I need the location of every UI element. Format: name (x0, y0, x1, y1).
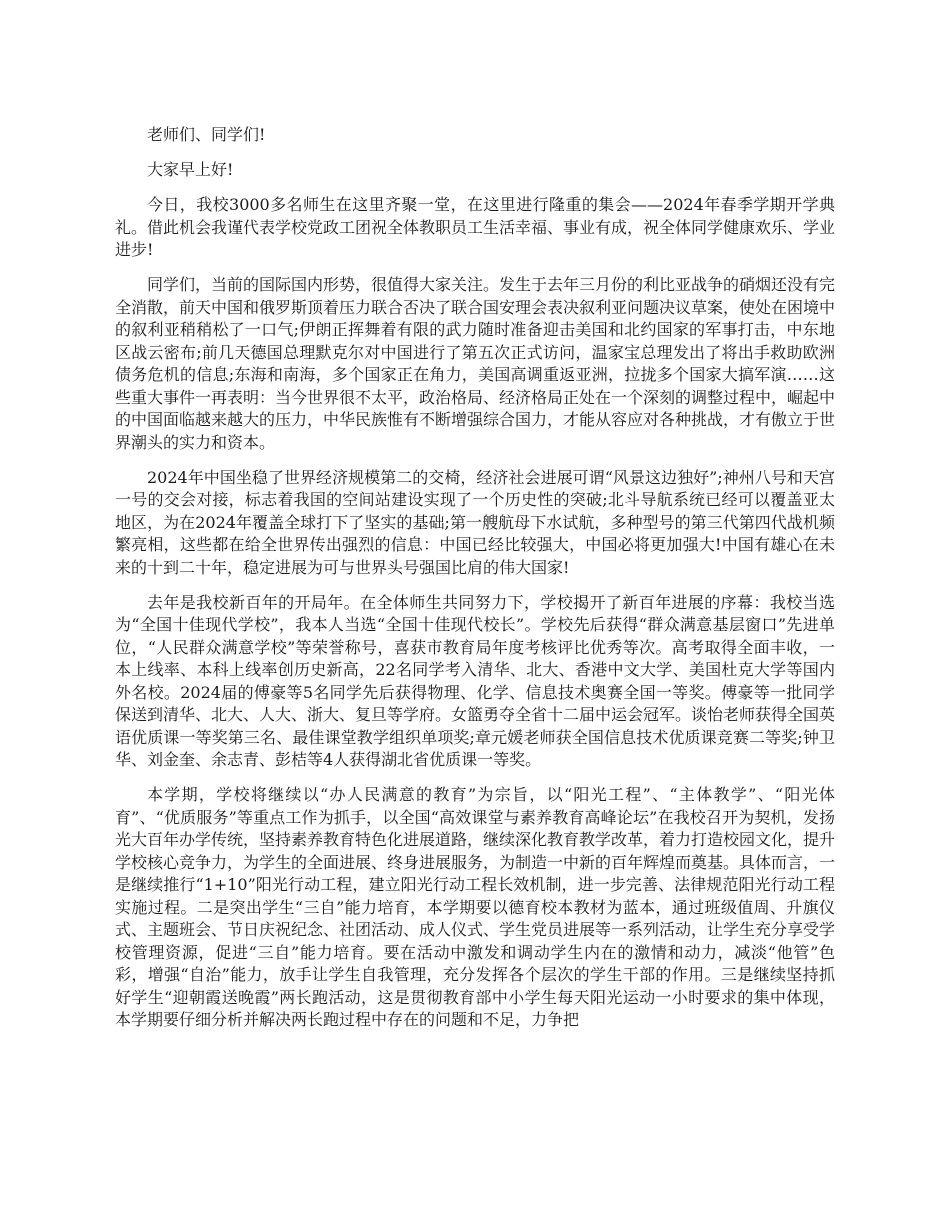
paragraph-international-situation: 同学们，当前的国际国内形势，很值得大家关注。发生于去年三月份的利比亚战争的硝烟还没有完全消散，前天中国和俄罗斯顶着压力联合否决了联合国安理会表决叙利亚问题决议草案，使处在困境中的叙利亚稍稍松了一口气;伊朗正挥舞着有限的武力随时准备迎击美国和北约国家的军事打击，中东地区战云密布;前几天德国总理默克尔对中国进行了第五次正式访问，温家宝总理发出了将出手救助欧洲债务危机的信息;东海和南海，多个国家正在角力，美国高调重返亚洲，拉拢多个国家大搞军演……这些重大事件一再表明：当今世界很不太平，政治格局、经济格局正处在一个深刻的调整过程中，崛起中的中国面临越来越大的压力，中华民族惟有不断增强综合国力，才能从容应对各种挑战，才有傲立于世界潮头的实力和资本。 (115, 275, 836, 452)
greeting-teachers-students: 老师们、同学们! (147, 125, 266, 144)
paragraph-china-achievements: 2024年中国坐稳了世界经济规模第二的交椅，经济社会进展可谓“风景这边独好”;神州八号和天宫一号的交会对接，标志着我国的空间站建设实现了一个历史性的突破;北斗导航系统已经可以覆盖亚太地区，为在2024年覆盖全球打下了坚实的基础;第一艘航母下水试航，多种型号的第三代第四代战机频繁亮相，这些都在给全世界传出强烈的信息：中国已经比较强大，中国必将更加强大!中国有雄心在未来的十到二十年，稳定进展为可与世界头号强国比肩的伟大国家! (115, 467, 835, 577)
paragraph-opening-ceremony: 今日，我校3000多名师生在这里齐聚一堂，在这里进行隆重的集会——2024年春季学期开学典礼。借此机会我谨代表学校党政工团祝全体教职员工生活幸福、事业有成，祝全体同学健康欢乐、学业进步! (115, 195, 836, 259)
greeting-good-morning: 大家早上好! (147, 160, 234, 179)
paragraph-school-achievements: 去年是我校新百年的开局年。在全体师生共同努力下，学校揭开了新百年进展的序幕：我校当选为“全国十佳现代学校”，我本人当选“全国十佳现代校长”。学校先后获得“群众满意基层窗口”先进单位，“人民群众满意学校”等荣誉称号，喜获市教育局年度考核评比优秀等次。高考取得全面丰收，一本上线率、本科上线率创历史新高，22名同学考入清华、北大、香港中文大学、美国杜克大学等国内外名校。2024届的傅豪等5名同学先后获得物理、化学、信息技术奥赛全国一等奖。傅豪等一批同学保送到清华、北大、人大、浙大、复旦等学府。女篮勇夺全省十二届中运会冠军。谈怡老师获得全国英语优质课一等奖第三名、最佳课堂教学组织单项奖;章元媛老师获全国信息技术优质课竞赛二等奖;钟卫华、刘金奎、余志青、彭桔等4人获得湖北省优质课一等奖。 (115, 592, 836, 769)
paragraph-semester-plans: 本学期，学校将继续以“办人民满意的教育”为宗旨，以“阳光工程”、“主体教学”、“阳光体育”、“优质服务”等重点工作为抓手，以全国“高效课堂与素养教育高峰论坛”在我校召开为契机，发扬光大百年办学传统，坚持素养教育特色化进展道路，继续深化教育教学改革，着力打造校园文化，提升学校核心竞争力，为学生的全面进展、终身进展服务，为制造一中新的百年辉煌而奠基。具体而言，一是继续推行“1+10”阳光行动工程，建立阳光行动工程长效机制，进一步完善、法律规范阳光行动工程实施过程。二是突出学生“三自”能力培育，本学期要以德育校本教材为蓝本，通过班级值周、升旗仪式、主题班会、节日庆祝纪念、社团活动、成人仪式、学生党员进展等一系列活动，让学生充分享受学校管理资源，促进“三自”能力培育。要在活动中激发和调动学生内在的激情和动力，减淡“他管”色彩，增强“自治”能力，放手让学生自我管理，充分发挥各个层次的学生干部的作用。三是继续坚持抓好学生“迎朝霞送晚霞”两长跑活动，这是贯彻教育部中小学生每天阳光运动一小时要求的集中体现，本学期要仔细分析并解决两长跑过程中存在的问题和不足，力争把 (115, 785, 836, 1029)
document-body (115, 124, 835, 1044)
